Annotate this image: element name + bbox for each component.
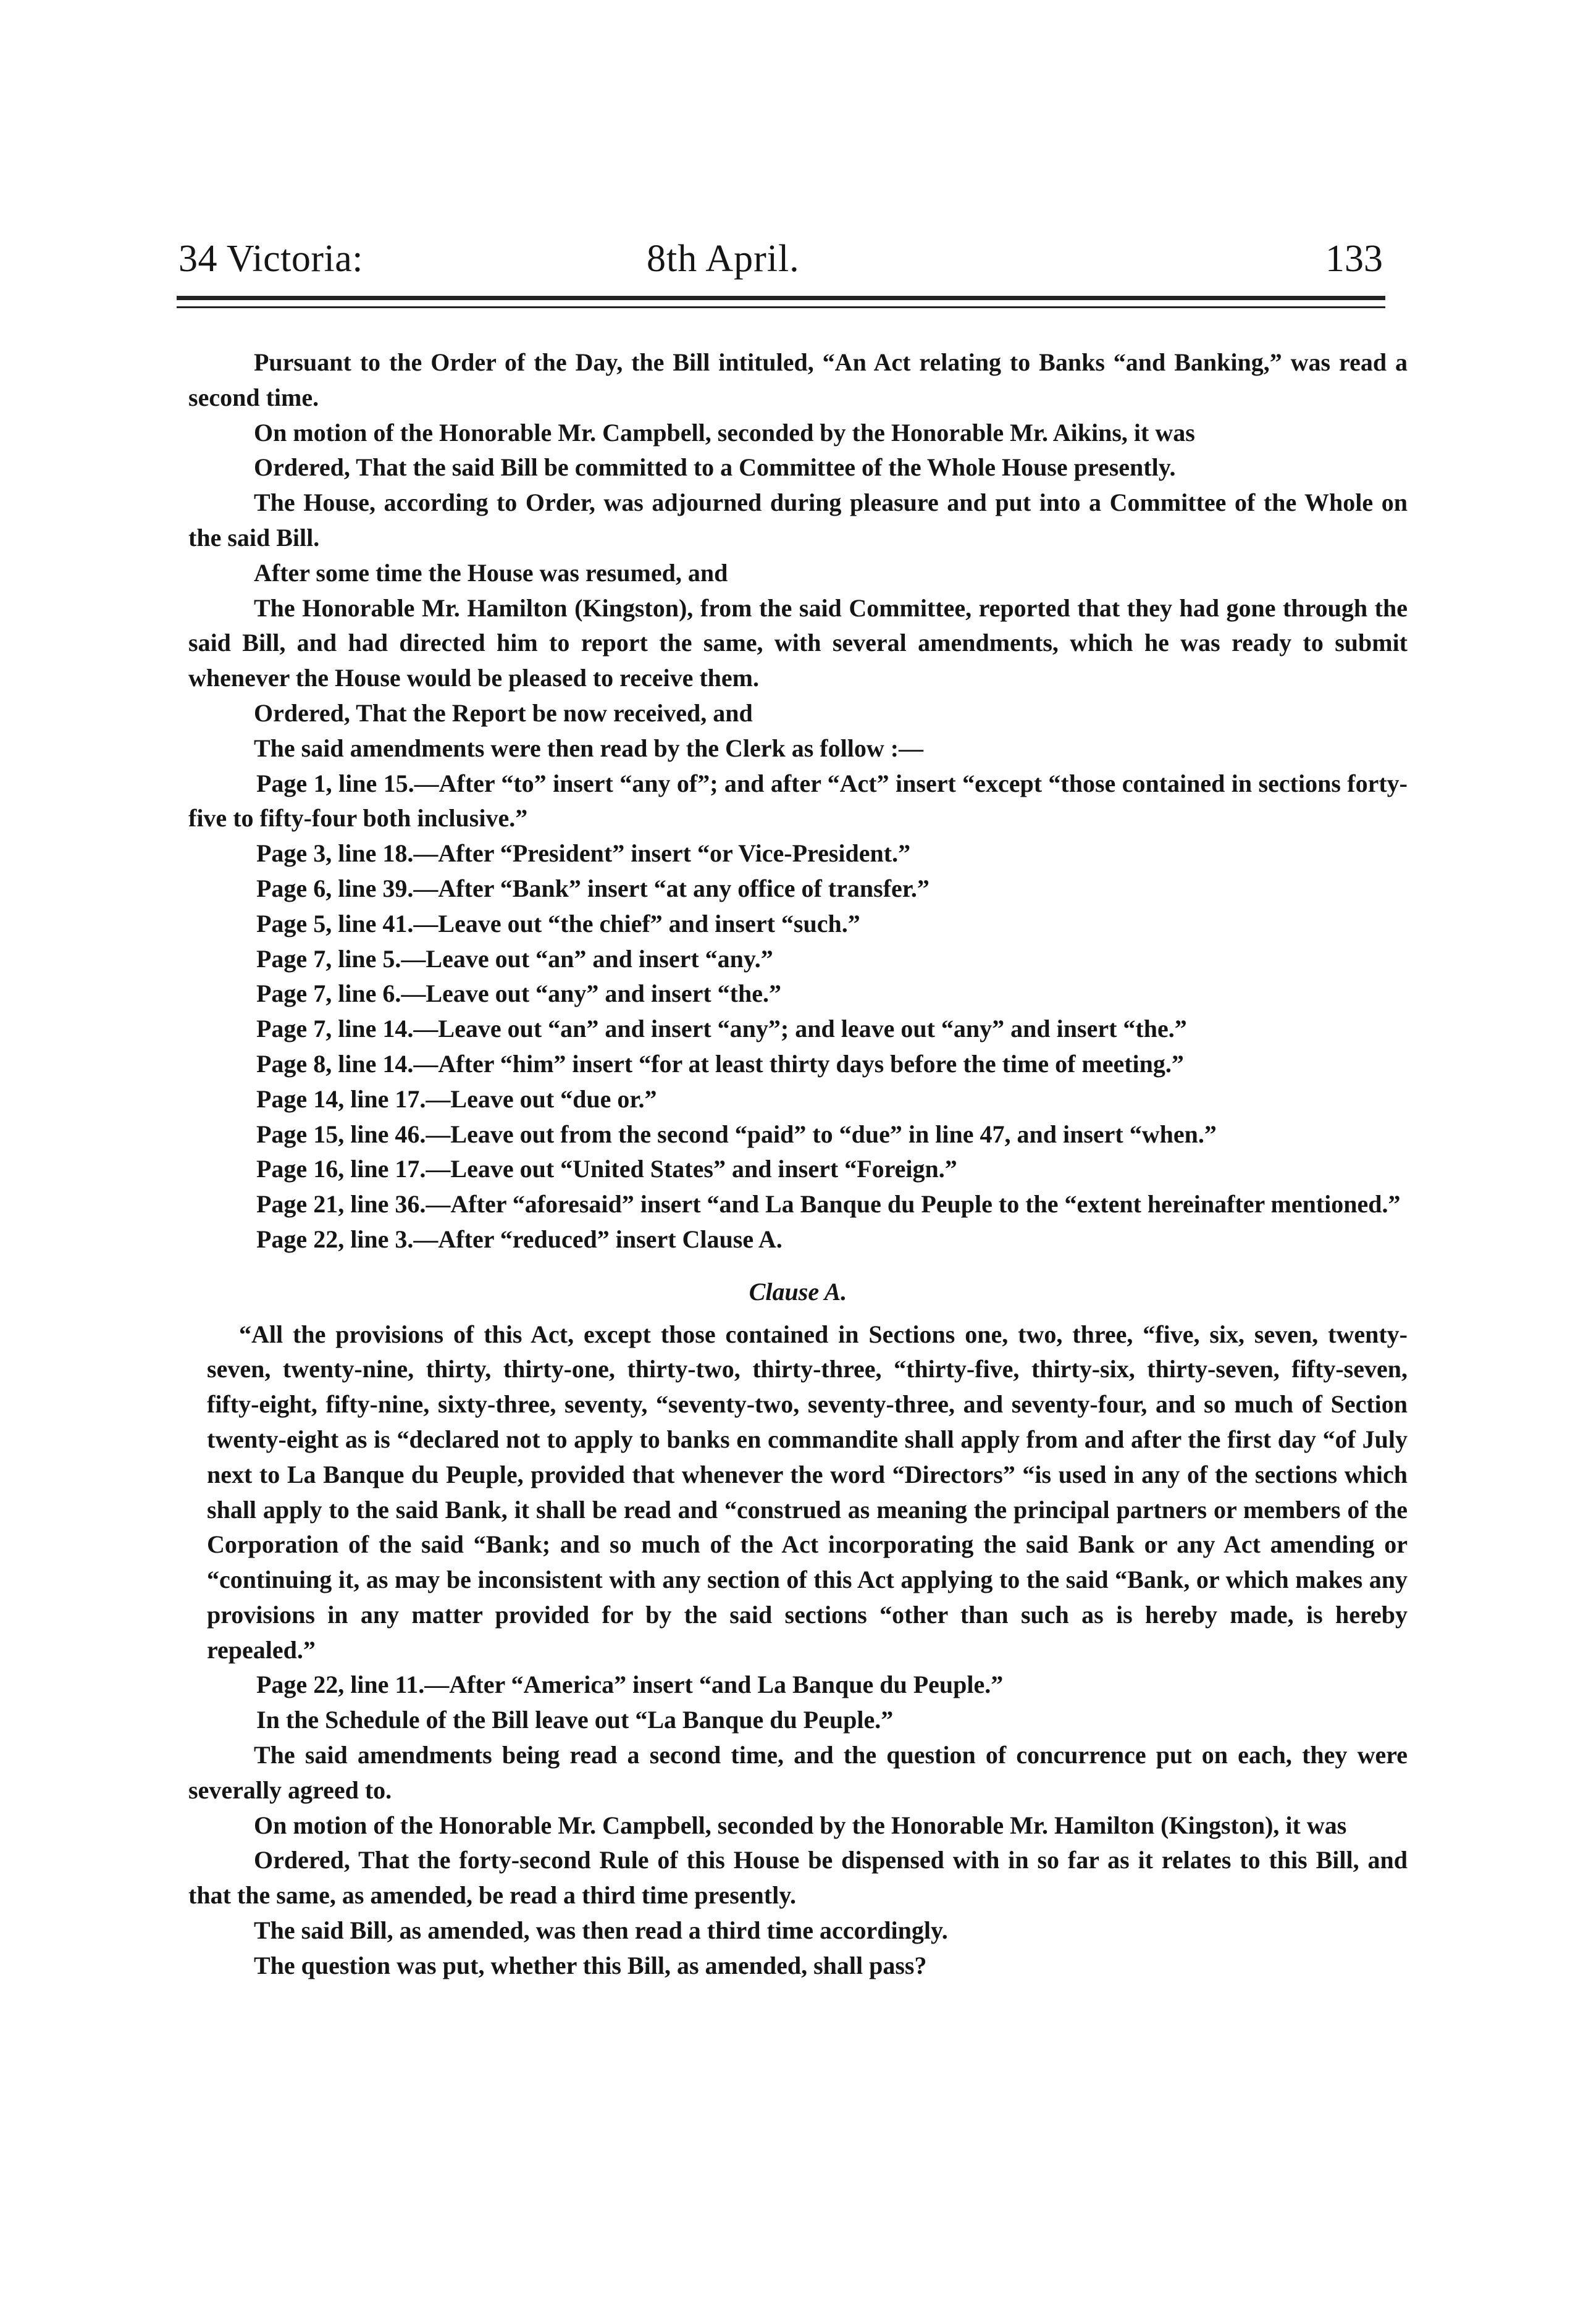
session-label: 34 Victoria: xyxy=(178,238,364,280)
amendment-item: Page 16, line 17.—Leave out “United States” and insert “Foreign.” xyxy=(256,1155,957,1183)
running-head xyxy=(178,231,1383,293)
paragraph-third-reading: The said Bill, as amended, was then read a third time accordingly. xyxy=(254,1916,948,1945)
amendment-item: Page 3, line 18.—After “President” insert “or Vice-President.” xyxy=(256,839,911,868)
amendment-item: Page 7, line 14.—Leave out “an” and insert “any”; and leave out “any” and insert “the.” xyxy=(256,1015,1187,1043)
paragraph-ordered-rule: Ordered, That the forty-second Rule of this House be dispensed with in so far as it relates to this Bill, and that the same, as amended, be read a third time presently. xyxy=(188,1846,1408,1910)
paragraph-second-reading: Pursuant to the Order of the Day, the Bill intituled, “An Act relating to Banks “and Banking,” was read a second time. xyxy=(188,348,1408,411)
amendment-item: Page 22, line 3.—After “reduced” insert Clause A. xyxy=(256,1225,783,1253)
amendment-item: Page 15, line 46.—Leave out from the second “paid” to “due” in line 47, and insert “when.” xyxy=(256,1120,1217,1148)
amendment-item: Page 5, line 41.—Leave out “the chief” and insert “such.” xyxy=(256,909,860,938)
clause-heading: Clause A. xyxy=(749,1277,847,1306)
paragraph-question-put: The question was put, whether this Bill, as amended, shall pass? xyxy=(254,1951,927,1979)
amendment-item: Page 7, line 5.—Leave out “an” and insert “any.” xyxy=(256,944,773,973)
journal-body xyxy=(188,345,1408,1984)
paragraph-concurrence: The said amendments being read a second time, and the question of concurrence put on each, they were severally agreed to. xyxy=(188,1741,1408,1804)
clause-a-text: “All the provisions of this Act, except those contained in Sections one, two, three, “five, six, seven, twenty-seven, twenty-nine, thirty, thirty-one, thirty-two, thirty-three, “thirty-five, thirty-six, thirty-seven, fifty-seven, fifty-eight, fifty-nine, sixty-three, seventy, “seventy-two, seventy-three, and seventy-four, and so much of Section twenty-eight as is “declared not to apply to banks en commandite shall apply from and after the first day “of July next to La Banque du Peuple, provided that whenever the word “Directors” “is used in any of the sections which shall apply to the said Bank, it shall be read and “construed as meaning the principal partners or members of the Corporation of the said “Bank; and so much of the Act incorporating the said Bank or any Act amending or “continuing it, as may be inconsistent with any section of this Act applying to the said “Bank, or which makes any provisions in any matter provided for by the said sections “other than such as is hereby made, is hereby repealed.” xyxy=(207,1320,1408,1664)
paragraph-house-resumed: After some time the House was resumed, and xyxy=(254,558,728,587)
amendment-item: Page 14, line 17.—Leave out “due or.” xyxy=(256,1084,657,1113)
amendment-item: Page 22, line 11.—After “America” insert “and La Banque du Peuple.” xyxy=(256,1671,1004,1699)
amendment-item: Page 6, line 39.—After “Bank” insert “at any office of transfer.” xyxy=(256,874,930,902)
paragraph-motion-committee: On motion of the Honorable Mr. Campbell, seconded by the Honorable Mr. Aikins, it was xyxy=(254,418,1195,447)
date-heading: 8th April. xyxy=(647,238,800,280)
paragraph-motion-rule: On motion of the Honorable Mr. Campbell, seconded by the Honorable Mr. Hamilton (Kingston), it was xyxy=(254,1811,1347,1839)
amendment-item: Page 8, line 14.—After “him” insert “for at least thirty days before the time of meeting.” xyxy=(256,1049,1184,1078)
page-number: 133 xyxy=(1325,238,1383,280)
header-rule-thick xyxy=(177,296,1385,300)
amendment-item: In the Schedule of the Bill leave out “La Banque du Peuple.” xyxy=(256,1706,894,1734)
paragraph-house-adjourned: The House, according to Order, was adjourned during pleasure and put into a Committee of the Whole on the said Bill. xyxy=(188,489,1408,552)
amendment-item: Page 7, line 6.—Leave out “any” and insert “the.” xyxy=(256,980,781,1008)
paragraph-report-received: Ordered, That the Report be now received, and xyxy=(254,698,753,727)
amendment-item: Page 1, line 15.—After “to” insert “any of”; and after “Act” insert “except “those contained in sections forty-five to fifty-four both inclusive.” xyxy=(188,769,1408,833)
paragraph-amendments-read: The said amendments were then read by the Clerk as follow :— xyxy=(254,734,924,762)
paragraph-committee-report: The Honorable Mr. Hamilton (Kingston), from the said Committee, reported that they had gone through the said Bill, and had directed him to report the same, with several amendments, which he was ready to submit whenever the House would be pleased to receive them. xyxy=(188,594,1408,692)
paragraph-ordered-committee: Ordered, That the said Bill be committed to a Committee of the Whole House presently. xyxy=(254,453,1176,482)
header-rule-thin xyxy=(177,306,1385,308)
amendment-item: Page 21, line 36.—After “aforesaid” insert “and La Banque du Peuple to the “extent hereinafter mentioned.” xyxy=(256,1190,1401,1219)
